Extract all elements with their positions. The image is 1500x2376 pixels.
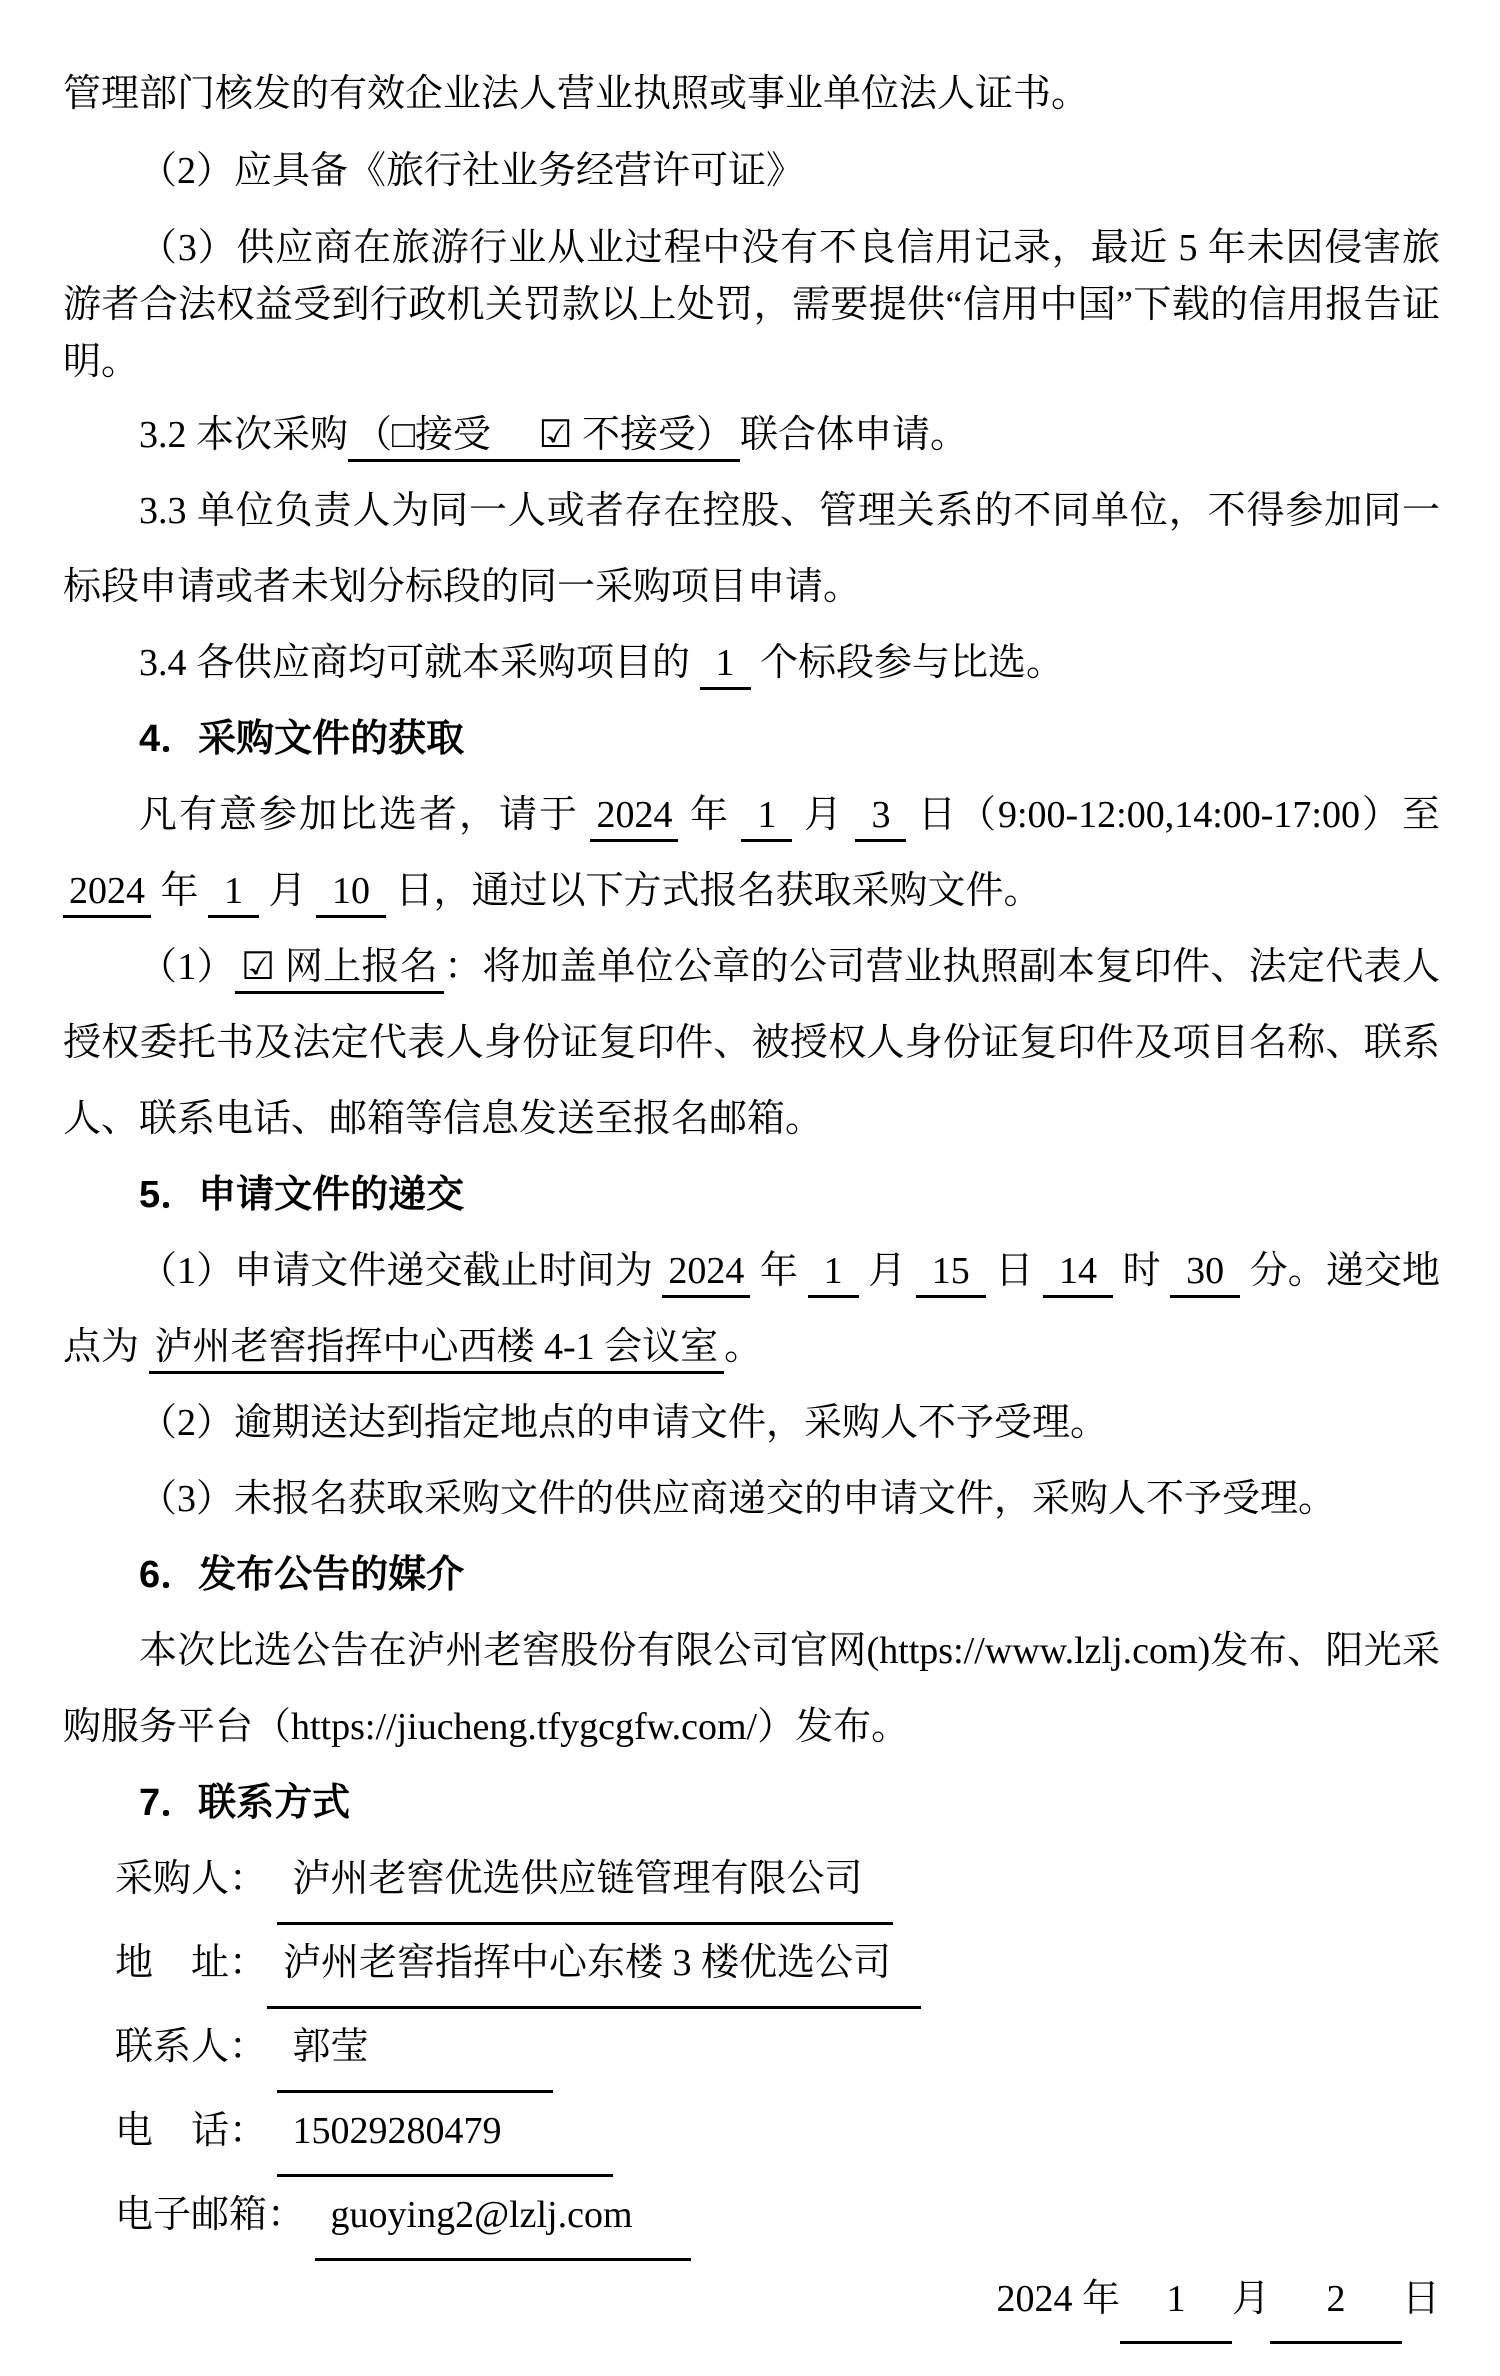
contact-row-phone bbox=[63, 2093, 1440, 2177]
purchaser-label: 采购人： bbox=[115, 1858, 268, 1900]
contact-row-address bbox=[63, 1925, 1440, 2009]
paragraph-3-3-same-person: 3.3 单位负责人为同一人或者存在控股、管理关系的不同单位，不得参加同一标段申请或者未划分标段的同一采购项目申请。 bbox=[63, 490, 1440, 608]
contact-row-email bbox=[63, 2177, 1440, 2261]
sections-lead-text: 3.4 各供应商均可就本采购项目的 bbox=[139, 642, 691, 684]
submission-location-blank: 泸州老窖指挥中心西楼 4-1 会议室 bbox=[149, 1326, 725, 1374]
obtain-start-month-blank: 1 bbox=[741, 794, 792, 842]
obtain-end-year-blank: 2024 bbox=[63, 870, 151, 918]
paragraph-obtain-period bbox=[63, 777, 1440, 929]
address-label: 地 址： bbox=[115, 1942, 268, 1984]
obtain-end-month-unit: 月 bbox=[259, 870, 317, 912]
deadline-minute-blank: 30 bbox=[1170, 1250, 1240, 1298]
phone-label: 电 话： bbox=[115, 2110, 268, 2152]
deadline-year-blank: 2024 bbox=[662, 1250, 750, 1298]
deadline-hour-blank: 14 bbox=[1043, 1250, 1113, 1298]
paragraph-3-2-consortium bbox=[63, 397, 1440, 473]
obtain-end-day-blank: 10 bbox=[316, 870, 386, 918]
deadline-location-lead: 分。递交地点为 bbox=[63, 1250, 1440, 1368]
section-count-blank: 1 bbox=[700, 642, 751, 690]
heading-7-contact: 7．联系方式 bbox=[139, 1782, 351, 1824]
email-label: 电子邮箱： bbox=[115, 2194, 306, 2236]
heading-5-submission: 5．申请文件的递交 bbox=[139, 1174, 465, 1216]
paragraph-submission-deadline bbox=[63, 1233, 1440, 1385]
consortium-acceptance-blank: （□接受 ☑ 不接受） bbox=[348, 414, 740, 462]
footer-day-blank: 2 bbox=[1270, 2261, 1402, 2344]
deadline-year-unit: 年 bbox=[750, 1250, 808, 1292]
obtain-start-year-blank: 2024 bbox=[590, 794, 678, 842]
phone-value: 15029280479 bbox=[277, 2093, 613, 2177]
address-value: 泸州老窖指挥中心东楼 3 楼优选公司 bbox=[267, 1925, 921, 2009]
sections-tail-text: 个标段参与比选。 bbox=[760, 642, 1065, 684]
footer-month-unit: 月 bbox=[1231, 2278, 1270, 2320]
footer-year: 2024 bbox=[996, 2278, 1073, 2320]
deadline-end-punctuation: 。 bbox=[724, 1326, 763, 1368]
registration-item-number: （1） bbox=[139, 946, 235, 988]
footer-date bbox=[63, 2261, 1440, 2344]
deadline-hour-unit: 时 bbox=[1112, 1250, 1171, 1292]
heading-4-document-obtain: 4．采购文件的获取 bbox=[139, 718, 465, 760]
obtain-lead-text: 凡有意参加比选者，请于 bbox=[139, 794, 591, 836]
obtain-end-year-unit: 年 bbox=[151, 870, 209, 912]
deadline-month-blank: 1 bbox=[808, 1250, 859, 1298]
paragraph-late-delivery: （2）逾期送达到指定地点的申请文件，采购人不予受理。 bbox=[139, 1402, 1109, 1444]
obtain-end-month-blank: 1 bbox=[208, 870, 259, 918]
obtain-start-day-blank: 3 bbox=[855, 794, 906, 842]
online-registration-checked-label: ☑ 网上报名 bbox=[235, 946, 444, 994]
obtain-tail-text: 日，通过以下方式报名获取采购文件。 bbox=[386, 870, 1042, 912]
footer-day-unit: 日 bbox=[1401, 2278, 1440, 2320]
heading-6-media: 6．发布公告的媒介 bbox=[139, 1554, 465, 1596]
email-value: guoying2@lzlj.com bbox=[315, 2177, 691, 2261]
paragraph-3-credit-record: （3）供应商在旅游行业从业过程中没有不良信用记录，最近 5 年未因侵害旅游者合法权益受到行政机关罚款以上处罚，需要提供“信用中国”下载的信用报告证明。 bbox=[63, 227, 1440, 383]
paragraph-unregistered-rejected: （3）未报名获取采购文件的供应商递交的申请文件，采购人不予受理。 bbox=[139, 1478, 1337, 1520]
deadline-day-unit: 日 bbox=[985, 1250, 1043, 1292]
paragraph-3-4-sections bbox=[63, 625, 1440, 701]
paragraph-media-websites: 本次比选公告在泸州老窖股份有限公司官网(https://www.lzlj.com)发布、阳光采购服务平台（https://jiucheng.tfygcgfw.com/）发布。 bbox=[63, 1630, 1440, 1748]
paragraph-online-registration bbox=[63, 929, 1440, 1157]
obtain-year-unit: 年 bbox=[678, 794, 742, 836]
paragraph-license-continuation: 管理部门核发的有效企业法人营业执照或事业单位法人证书。 bbox=[63, 73, 1090, 115]
deadline-lead-text: （1）申请文件递交截止时间为 bbox=[139, 1250, 663, 1292]
obtain-month-unit: 月 bbox=[792, 794, 856, 836]
obtain-time-window-text: 日（9:00-12:00,14:00-17:00）至 bbox=[906, 794, 1440, 836]
purchaser-value: 泸州老窖优选供应链管理有限公司 bbox=[277, 1841, 893, 1925]
contact-row-person bbox=[63, 2009, 1440, 2093]
deadline-month-unit: 月 bbox=[858, 1250, 916, 1292]
contact-person-label: 联系人： bbox=[115, 2026, 268, 2068]
consortium-lead-text: 3.2 本次采购 bbox=[139, 414, 349, 456]
paragraph-2-travel-permit: （2）应具备《旅行社业务经营许可证》 bbox=[139, 150, 805, 192]
registration-body-text: ：将加盖单位公章的公司营业执照副本复印件、法定代表人授权委托书及法定代表人身份证复印件、被授权人身份证复印件及项目名称、联系人、联系电话、邮箱等信息发送至报名邮箱。 bbox=[63, 946, 1440, 1140]
contact-row-purchaser bbox=[63, 1841, 1440, 1925]
consortium-tail-text: 联合体申请。 bbox=[740, 414, 969, 456]
contact-person-value: 郭莹 bbox=[277, 2009, 553, 2093]
deadline-day-blank: 15 bbox=[916, 1250, 986, 1298]
footer-month-blank: 1 bbox=[1120, 2261, 1232, 2344]
footer-year-unit: 年 bbox=[1081, 2278, 1120, 2320]
